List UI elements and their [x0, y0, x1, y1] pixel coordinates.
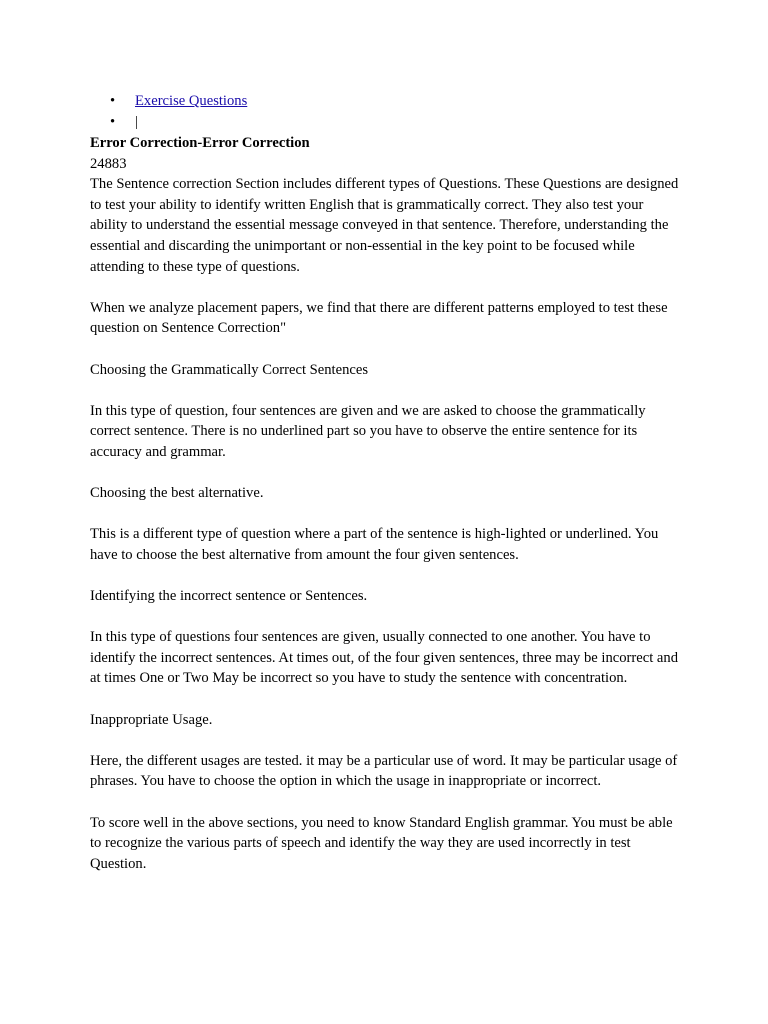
article-title: Error Correction-Error Correction [90, 135, 310, 151]
section-heading-incorrect-sentence: Identifying the incorrect sentence or Sentences. [90, 588, 368, 605]
bullet-icon: • [110, 114, 116, 130]
nav-separator-text: | [135, 114, 138, 130]
paragraph-patterns: When we analyze placement papers, we find that there are different patterns employed to test these question on Sentence Correction" [90, 299, 668, 337]
exercise-questions-link[interactable]: Exercise Questions [135, 93, 248, 109]
nav-item-exercise-questions [90, 91, 690, 112]
section-heading-inappropriate-usage: Inappropriate Usage. [90, 711, 213, 728]
paragraph-conclusion: To score well in the above sections, you need to know Standard English grammar. You must be able to recognize the various parts of speech and identify the way they are used incorrectly in test Question. [90, 814, 673, 872]
bullet-icon: • [110, 93, 116, 109]
paragraph-best-alternative: This is a different type of question where a part of the sentence is high-lighted or underlined. You have to choose the best alternative from amount the four given sentences. [90, 526, 659, 563]
nav-item-separator [90, 112, 690, 133]
paragraph-incorrect-sentence: In this type of questions four sentences are given, usually connected to one another. You have to identify the incorrect sentences. At times out, of the four given sentences, three may be incorrect and at times One or Two May be incorrect so you have to study the sentence with concentration. [90, 629, 678, 687]
nav-list [90, 91, 690, 133]
section-heading-grammatically-correct: Choosing the Grammatically Correct Sentences [90, 361, 369, 378]
section-heading-best-alternative: Choosing the best alternative. [90, 485, 264, 502]
paragraph-intro: The Sentence correction Section includes different types of Questions. These Questions are designed to test your ability to identify written English that is grammatically correct. They also test your ability to understand the essential message conveyed in that sentence. Therefore, understanding the essential and discarding the unimportant or non-essential in the key point to be focused while attending to these type of questions. [90, 176, 679, 275]
article-body [90, 133, 682, 874]
paragraph-grammatically-correct: In this type of question, four sentences are given and we are asked to choose the grammatically correct sentence. There is no underlined part so you have to observe the entire sentence for its accuracy and grammar. [90, 402, 646, 460]
article-id-number: 24883 [90, 155, 127, 172]
paragraph-inappropriate-usage: Here, the different usages are tested. it may be a particular use of word. It may be particular usage of phrases. You have to choose the option in which the usage in inappropriate or incorrect. [90, 752, 678, 790]
